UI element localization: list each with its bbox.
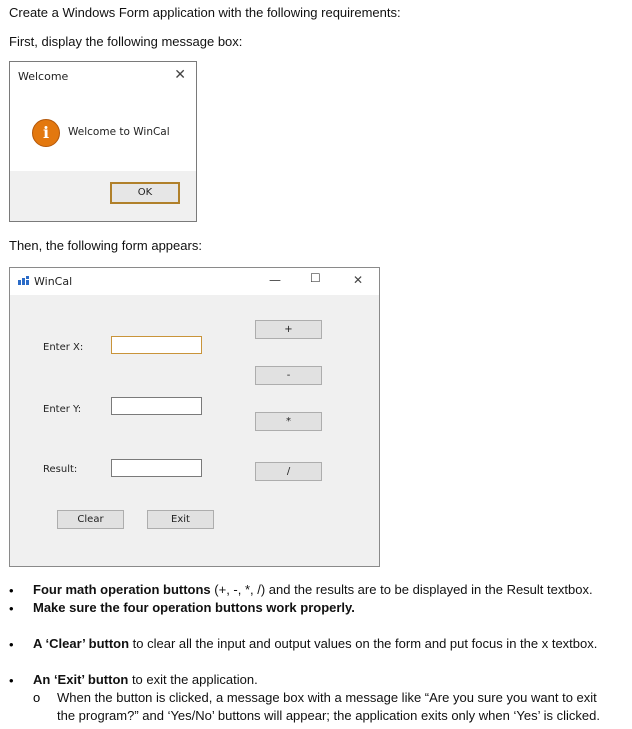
bullet-marker: • xyxy=(9,673,14,688)
intro-line-3: Then, the following form appears: xyxy=(9,238,202,253)
intro-line-2: First, display the following message box: xyxy=(9,34,243,49)
requirement-operations-work: Make sure the four operation buttons work properly. xyxy=(33,600,355,615)
divide-button[interactable]: / xyxy=(255,462,322,481)
subtract-button[interactable]: - xyxy=(255,366,322,385)
bullet-marker: • xyxy=(9,601,14,616)
windows-form-icon xyxy=(18,276,29,285)
label-enter-y: Enter Y: xyxy=(43,404,82,415)
result-textbox[interactable] xyxy=(111,459,202,477)
message-box-title: Welcome xyxy=(18,70,69,83)
welcome-message-box xyxy=(9,61,197,222)
input-y[interactable] xyxy=(111,397,202,415)
close-icon[interactable]: ✕ xyxy=(174,67,186,83)
multiply-button[interactable]: * xyxy=(255,412,322,431)
requirement-exit-detail-2: the program?” and ‘Yes/No’ buttons will appear; the application exits only when ‘Yes’ is clicked. xyxy=(57,708,600,723)
label-result: Result: xyxy=(43,464,78,475)
bullet-marker: • xyxy=(9,583,14,598)
form-title: WinCal xyxy=(34,275,73,288)
ok-button[interactable]: OK xyxy=(110,182,180,204)
wincal-form xyxy=(9,267,380,567)
intro-line-1: Create a Windows Form application with the following requirements: xyxy=(9,5,401,20)
requirement-exit-detail-1: When the button is clicked, a message box with a message like “Are you sure you want to exit xyxy=(57,690,597,705)
message-box-footer xyxy=(10,171,196,221)
clear-button[interactable]: Clear xyxy=(57,510,124,529)
close-icon[interactable]: ✕ xyxy=(353,273,364,287)
requirement-operations: Four math operation buttons (+, -, *, /) and the results are to be displayed in the Result textbox. xyxy=(33,582,593,597)
label-enter-x: Enter X: xyxy=(43,342,84,353)
bullet-marker: • xyxy=(9,637,14,652)
add-button[interactable]: + xyxy=(255,320,322,339)
minimize-icon[interactable]: — xyxy=(269,273,281,287)
sub-bullet-marker: o xyxy=(33,690,41,705)
requirement-clear: A ‘Clear’ button to clear all the input and output values on the form and put focus in the x textbox. xyxy=(33,636,598,651)
exit-button[interactable]: Exit xyxy=(147,510,214,529)
input-x[interactable] xyxy=(111,336,202,354)
maximize-icon[interactable]: ☐ xyxy=(310,271,321,285)
message-box-text: Welcome to WinCal xyxy=(68,126,170,138)
form-titlebar xyxy=(10,268,379,295)
info-icon: i xyxy=(32,119,60,147)
requirement-exit: An ‘Exit’ button to exit the application. xyxy=(33,672,258,687)
